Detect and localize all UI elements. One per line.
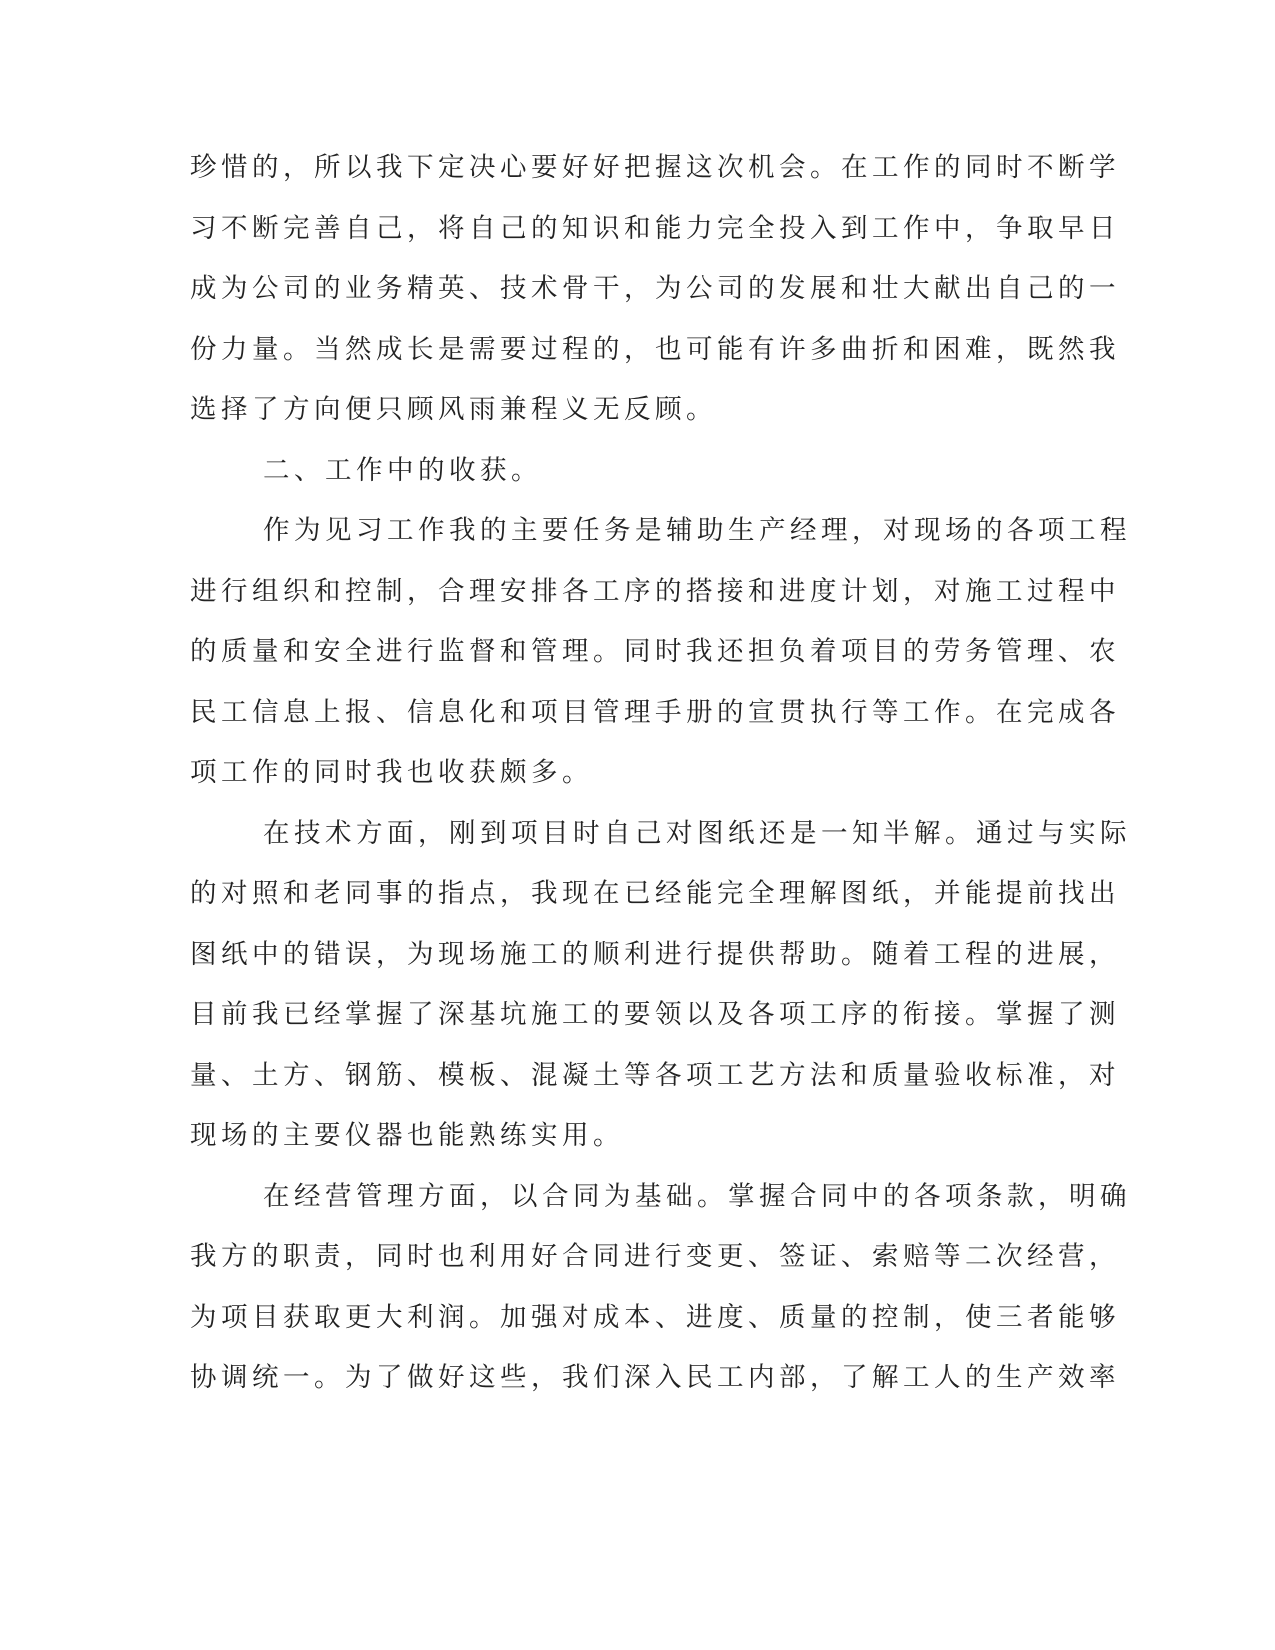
text-line: 的质量和安全进行监督和管理。同时我还担负着项目的劳务管理、农 xyxy=(190,636,1120,667)
text-line: 图纸中的错误，为现场施工的顺利进行提供帮助。随着工程的进展， xyxy=(190,938,1120,970)
text-line: 选择了方向便只顾风雨兼程义无反顾。 xyxy=(190,394,717,425)
text-line: 的对照和老同事的指点，我现在已经能完全理解图纸，并能提前找出 xyxy=(190,878,1120,909)
text-line: 目前我已经掌握了深基坑施工的要领以及各项工序的衔接。掌握了测 xyxy=(190,999,1120,1030)
text-line: 量、土方、钢筋、模板、混凝土等各项工艺方法和质量验收标准，对 xyxy=(190,1059,1120,1091)
text-line: 为项目获取更大利润。加强对成本、进度、质量的控制，使三者能够 xyxy=(190,1301,1120,1333)
text-line: 珍惜的，所以我下定决心要好好把握这次机会。在工作的同时不断学 xyxy=(190,152,1120,183)
text-line: 在技术方面，刚到项目时自己对图纸还是一知半解。通过与实际 xyxy=(263,817,1131,849)
section-heading xyxy=(190,441,1080,502)
text-line: 项工作的同时我也收获颇多。 xyxy=(190,757,593,788)
section-heading-text: 二、工作中的收获。 xyxy=(263,454,542,486)
text-line: 协调统一。为了做好这些，我们深入民工内部，了解工人的生产效率 xyxy=(190,1362,1120,1393)
paragraph-1 xyxy=(190,138,1120,441)
paragraph-3 xyxy=(190,804,1131,1167)
document-body xyxy=(190,138,1131,1409)
text-line: 现场的主要仪器也能熟练实用。 xyxy=(190,1120,624,1151)
text-line: 我方的职责，同时也利用好合同进行变更、签证、索赔等二次经营， xyxy=(190,1241,1120,1272)
text-line: 份力量。当然成长是需要过程的，也可能有许多曲折和困难，既然我 xyxy=(190,333,1120,365)
text-line: 进行组织和控制，合理安排各工序的搭接和进度计划，对施工过程中 xyxy=(190,575,1120,607)
text-line: 成为公司的业务精英、技术骨干，为公司的发展和壮大献出自己的一 xyxy=(190,273,1120,304)
paragraph-2 xyxy=(190,501,1131,804)
text-line: 民工信息上报、信息化和项目管理手册的宣贯执行等工作。在完成各 xyxy=(190,696,1120,728)
text-line: 在经营管理方面，以合同为基础。掌握合同中的各项条款，明确 xyxy=(263,1180,1131,1212)
text-line: 作为见习工作我的主要任务是辅助生产经理，对现场的各项工程 xyxy=(263,515,1131,546)
text-line: 习不断完善自己，将自己的知识和能力完全投入到工作中，争取早日 xyxy=(190,212,1120,244)
paragraph-4 xyxy=(190,1167,1131,1409)
